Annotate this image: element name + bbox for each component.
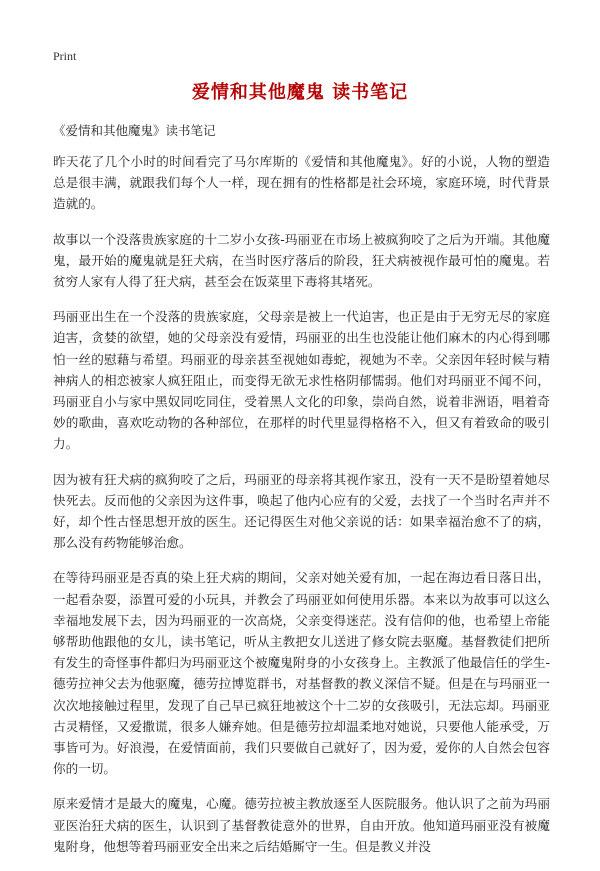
paragraph: 因为被有狂犬病的疯狗咬了之后，玛丽亚的母亲将其视作家丑，没有一天不是盼望着她尽快死去。反而他的父亲因为这件事，唤起了他内心应有的父爱，去找了一个当时名声并不好，却个性古怪思想开放的医生。还记得医生对他父亲说的话：如果幸福治愈不了的病，那么没有药物能够治愈。 (53, 471, 550, 551)
article-body (53, 151, 550, 871)
paragraph: 故事以一个没落贵族家庭的十二岁小女孩-玛丽亚在市场上被疯狗咬了之后为开端。其他魔鬼，最开始的魔鬼就是狂犬病，在当时医疗落后的阶段，狂犬病被视作最可怕的魔鬼。若贫穷人家有人得了狂犬病，甚至会在饭菜里下毒将其堵死。 (53, 231, 550, 290)
page-title: 爱情和其他魔鬼 读书笔记 (191, 82, 409, 103)
paragraph: 昨天花了几个小时的时间看完了马尔库斯的《爱情和其他魔鬼》。好的小说，人物的塑造总是很丰满，就跟我们每个人一样，现在拥有的性格都是社会环境，家庭环境，时代背景造就的。 (53, 154, 550, 212)
page-subtitle: 《爱情和其他魔鬼》读书笔记 (53, 123, 216, 138)
paragraph: 在等待玛丽亚是否真的染上狂犬病的期间，父亲对她关爱有加，一起在海边看日落日出，一起看杂耍，添置可爱的小玩具，并教会了玛丽亚如何使用乐器。本来以为故事可以这么幸福地发展下去，因为玛丽亚的一次高烧，父亲变得迷茫。没有信仰的他，也希望上帝能够帮助他跟他的女儿，读书笔记，听从主教把女儿送进了修女院去驱魔。基督教徒们把所有发生的奇怪事件都归为玛丽亚这个被魔鬼附身的小女孩身上。主教派了他最信任的学生-德劳拉神父去为他驱魔，德劳拉博览群书，对基督教的教义深信不疑。但是在与玛丽亚一次次地接触过程里，发现了自己早已疯狂地被这个十二岁的女孩吸引，无法忘却。玛丽亚古灵精怪，又爱撒谎，很多人嫌弃她。但是德劳拉却温柔地对她说，只要他人能承受，万事皆可为。好浪漫，在爱情面前，我们只要做自己就好了，因为爱，爱你的人自然会包容你的一切。 (53, 570, 550, 777)
paragraph: 玛丽亚出生在一个没落的贵族家庭，父母亲是被上一代迫害，也正是由于无穷无尽的家庭迫害，贪婪的欲望，她的父母亲没有爱情，玛丽亚的出生也没能让他们麻木的内心得到哪怕一丝的慰藉与希望。玛丽亚的母亲甚至视她如毒蛇，视她为不幸。父亲因年轻时候与精神病人的相恋被家人疯狂阻止，而变得无欲无求性格阴郁懦弱。他们对玛丽亚不闻不问，玛丽亚自小与家中黑奴同吃同住，受着黑人文化的印象，崇尚自然，说着非洲语，唱着奇妙的歌曲，喜欢吃动物的各种部位，在那样的时代里显得格格不入，但又有着致命的吸引力。 (53, 309, 550, 452)
print-link[interactable]: Print (53, 49, 77, 63)
paragraph: 原来爱情才是最大的魔鬼，心魔。德劳拉被主教放逐至人医院服务。他认识了之前为玛丽亚医治狂犬病的医生，认识到了基督教徒意外的世界，自由开放。他知道玛丽亚没有被魔鬼附身，他想等着玛丽亚安全出来之后结婚厮守一生。但是教义并没 (53, 796, 550, 854)
